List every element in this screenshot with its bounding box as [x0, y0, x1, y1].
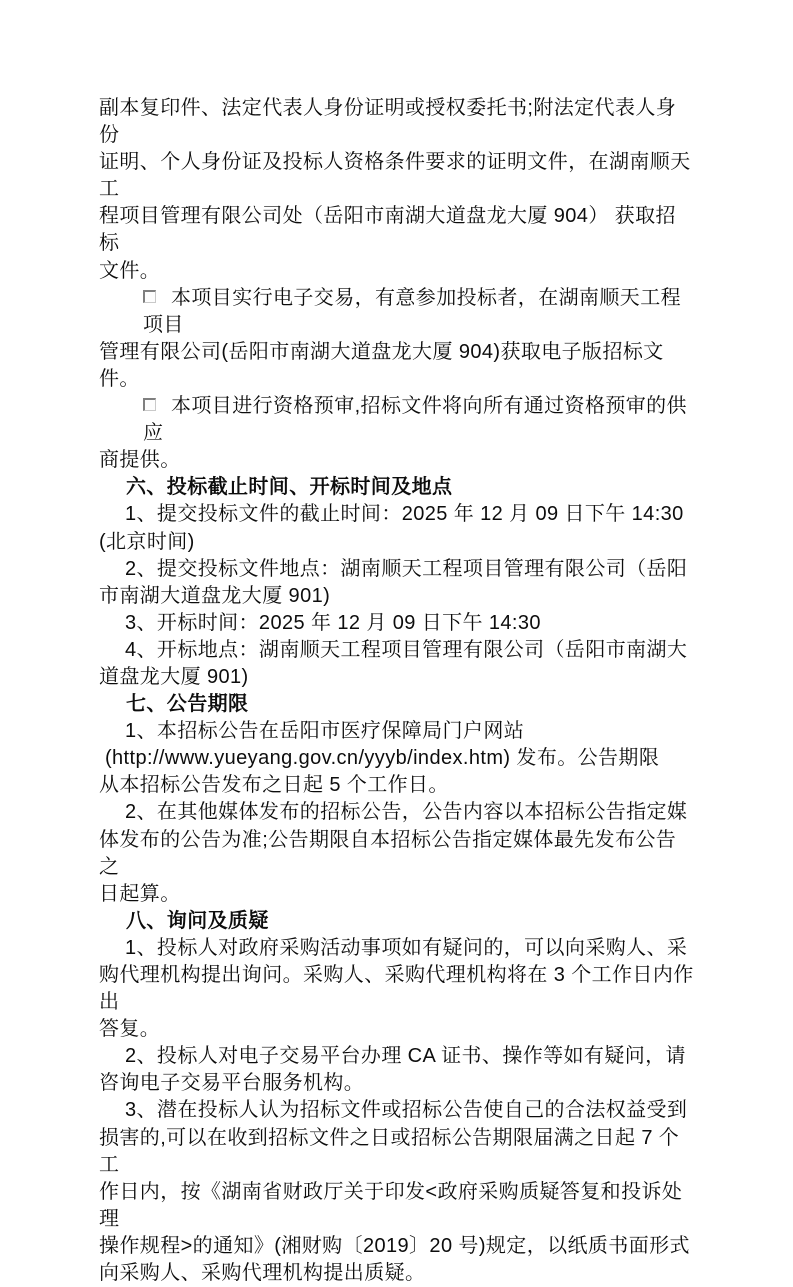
doc-line-item-1: 1、投标人对政府采购活动事项如有疑问的，可以向采购人、采	[125, 936, 688, 959]
doc-line: 体发布的公告为准;公告期限自本招标公告指定媒体最先发布公告之	[99, 828, 677, 878]
doc-line: 市南湖大道盘龙大厦 901)	[99, 584, 331, 607]
doc-line: 管理有限公司(岳阳市南湖大道盘龙大厦 904)获取电子版招标文件。	[99, 340, 664, 390]
checkbox-option-text: 本项目实行电子交易，有意参加投标者，在湖南顺天工程项目	[143, 286, 681, 336]
doc-line: 损害的,可以在收到招标文件之日或招标公告期限届满之日起 7 个工	[99, 1126, 680, 1176]
doc-line: 程项目管理有限公司处（岳阳市南湖大道盘龙大厦 904） 获取招标	[99, 205, 676, 255]
doc-line: 道盘龙大厦 901)	[99, 665, 249, 688]
doc-line-item-3: 3、潜在投标人认为招标文件或招标公告使自己的合法权益受到	[125, 1099, 688, 1122]
doc-line: 操作规程>的通知》(湘财购〔2019〕20 号)规定，以纸质书面形式	[99, 1234, 690, 1257]
checkbox-icon[interactable]	[143, 290, 156, 303]
doc-line: 文件。	[99, 259, 161, 282]
doc-line-item-1: 1、本招标公告在岳阳市医疗保障局门户网站	[125, 720, 525, 743]
doc-line: 从本招标公告发布之日起 5 个工作日。	[99, 774, 449, 797]
doc-line-item-4: 4、开标地点：湖南顺天工程项目管理有限公司（岳阳市南湖大	[125, 638, 688, 661]
doc-line-item-2: 2、投标人对电子交易平台办理 CA 证书、操作等如有疑问，请	[125, 1045, 686, 1068]
doc-line-url: (http://www.yueyang.gov.cn/yyyb/index.htm) 发布。公告期限	[99, 747, 660, 770]
checkbox-option-electronic-trade	[99, 285, 696, 339]
doc-line: 日起算。	[99, 882, 181, 905]
checkbox-option-prequalification	[99, 393, 696, 447]
section-heading-7: 七、公告期限	[126, 693, 249, 716]
checkbox-option-text: 本项目进行资格预审,招标文件将向所有通过资格预审的供应	[143, 395, 687, 445]
doc-line-item-1: 1、提交投标文件的截止时间：2025 年 12 月 09 日下午 14:30	[125, 503, 684, 526]
doc-line: 作日内，按《湖南省财政厅关于印发<政府采购质疑答复和投诉处理	[99, 1180, 683, 1230]
doc-line: 证明、个人身份证及投标人资格条件要求的证明文件，在湖南顺天工	[99, 151, 691, 201]
doc-line-item-3: 3、开标时间：2025 年 12 月 09 日下午 14:30	[125, 611, 541, 634]
section-heading-8: 八、询问及质疑	[126, 909, 269, 932]
doc-line-item-2: 2、提交投标文件地点：湖南顺天工程项目管理有限公司（岳阳	[125, 557, 688, 580]
doc-line: 商提供。	[99, 449, 181, 472]
doc-line: (北京时间)	[99, 530, 195, 553]
doc-line-item-2: 2、在其他媒体发布的招标公告，公告内容以本招标公告指定媒	[125, 801, 688, 824]
section-heading-6: 六、投标截止时间、开标时间及地点	[126, 476, 453, 499]
doc-line: 购代理机构提出询问。采购人、采购代理机构将在 3 个工作日内作出	[99, 964, 694, 1014]
checkbox-icon[interactable]	[143, 398, 156, 411]
doc-line: 答复。	[99, 1018, 161, 1041]
doc-line: 向采购人、采购代理机构提出质疑。	[99, 1262, 426, 1285]
doc-line: 咨询电子交易平台服务机构。	[99, 1072, 365, 1095]
doc-line: 副本复印件、法定代表人身份证明或授权委托书;附法定代表人身份	[99, 97, 677, 147]
